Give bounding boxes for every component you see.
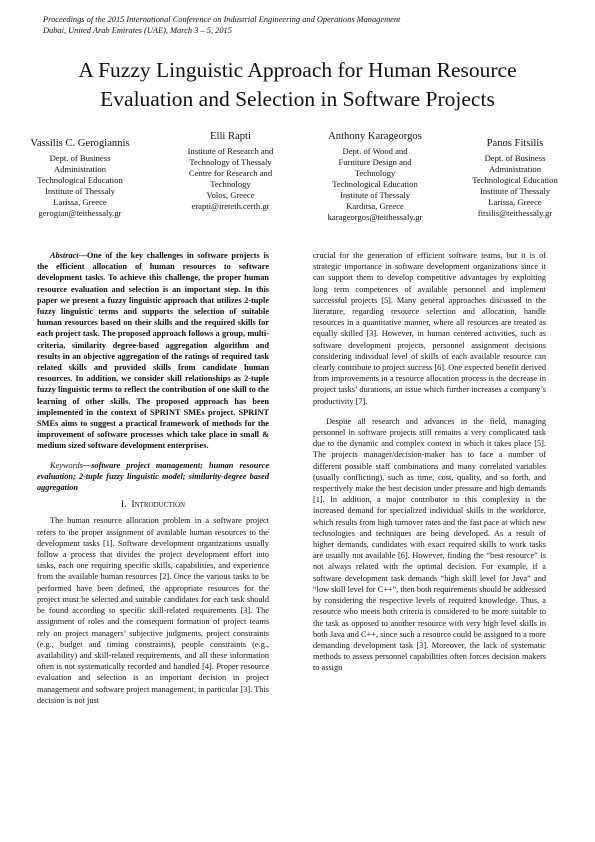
abstract: [37, 250, 269, 452]
author-email: gerogian@teithessaly.gr: [38, 208, 122, 218]
author-location: Karditsa, Greece: [346, 201, 404, 211]
author-affiliation-line: Institute of Research and: [187, 146, 274, 156]
author-affiliation-line: Dept. of Business: [49, 153, 111, 163]
keywords-label: Keywords: [50, 460, 83, 470]
section-title: Introduction: [131, 499, 186, 511]
author-block-3: [305, 130, 445, 223]
conference-header: [43, 14, 543, 36]
author-affiliation-line: Administration: [53, 164, 107, 174]
author-location: Larissa, Greece: [53, 197, 107, 207]
left-column: [37, 250, 269, 706]
author-affiliation-line: Furniture Design and: [338, 157, 412, 167]
intro-paragraph-2: Despite all research and advances in the field, managing personnel in software projects still remains a very complicated task due to the dynamic and complex context in which it takes place [5]. The projects manager/decision-maker has to face a number of different possible staff combinations and many correlated variables (usually conflicting), such as time, cost, quality, and so forth, and respectively make the best decision under pressure and high demands [1]. In addition, a major contributor to this complexity is the increased demand for specialized individual skills in the workforce, which results from high turnover rates and the fast pace at which new technologies and techniques are being developed. As a result of higher demands, candidates with exact required skills to work tasks are usually not available [6]. However, finding the “best resource” is not always related with the optimal decision. For example, if a software development task demands “high skill level for Java” and “low skill level for C++”, then both requirements should be addressed by considering the respective levels of required knowledge. Thus, a resource who meets both criteria is considered to be more suitable to the task as opposed to another resource with very high level skills in both Java and C++, since such a resource could be assigned to a more demanding development task [3]. Moreover, the lack of systematic methods to assess personnel capabilities often forces decision makers to assign: [313, 416, 546, 673]
author-block-1: [15, 137, 145, 219]
author-name: Panos Fitsilis: [486, 138, 544, 149]
intro-paragraph-continued: crucial for the generation of efficient software teams, but it is of strategic importance in software development organizations since it can support them to develop competitive advantages by exploiting long term competences of available personnel and implement successful projects [5]. Many general approaches discussed in the literature, regarding resource selection and allocation, handle resources in a quantitative manner, where all resources are treated as equally skilled [3]. However, in human centered activities, such as software development projects, personnel assignment decisions considering individual level of skills of each available resource can clearly contribute to project success [6]. One expected benefit derived from improvements in a resource allocation process is the decrease in project tasks’ durations, an issue which further increases a company’s productivity [7].: [313, 251, 546, 406]
author-affiliation-line: Administration: [488, 164, 542, 174]
author-location: Volos, Greece: [206, 190, 255, 200]
intro-paragraph-1: The human resource allocation problem in a software project refers to the proper assignment of available human resources to the development tasks [1]. Software development organizations usually follow a process that divides the project development effort into tasks, each one requiring specific skills, capabilities, and experience from the available human resources [2]. Once the various tasks to be performed have been defined, the appropriate resources for the project must be selected and suitable candidates for each task should be found according to specific skill-related requirements [3]. The assignment of roles and the consequent formation of project teams rely on project managers’ subjective judgments, project constraints (e.g., budget and timing constraints), people constraints (e.g., availability) and skill-related requirements, and all these information often is not systematically recorded and handled [4]. Proper resource evaluation and selection is an important decision in project management and software project management, in particular [3]. This decision is not just: [37, 516, 269, 705]
author-location: Larissa, Greece: [488, 197, 542, 207]
author-affiliation-line: Technological Education: [37, 175, 123, 185]
author-name: Vassilis C. Gerogiannis: [30, 138, 130, 149]
author-affiliation-line: Technological Education: [472, 175, 558, 185]
author-name: Elli Rapti: [210, 131, 251, 142]
author-block-2: [163, 130, 298, 212]
section-heading-introduction: [37, 499, 269, 510]
title-line-1: A Fuzzy Linguistic Approach for Human Resource: [78, 58, 517, 82]
paper-title: [20, 56, 575, 114]
abstract-label: Abstract: [50, 251, 79, 260]
conference-line-1: Proceedings of the 2015 International Conference on Industrial Engineering and Operations Management: [43, 15, 401, 24]
title-line-2: Evaluation and Selection in Software Projects: [100, 87, 495, 111]
author-affiliation-line: Technology of Thessaly: [189, 157, 272, 167]
conference-line-2: Dubai, United Arab Emirates (UAE), March 3 – 5, 2015: [43, 26, 232, 35]
author-affiliation-line: Centre for Research and: [188, 168, 273, 178]
author-affiliation-line: Institute of Thessaly: [479, 186, 550, 196]
author-email: erapti@ireteth.certh.gr: [191, 201, 270, 211]
author-affiliation-line: Technology: [210, 179, 251, 189]
author-email: karageorgos@teithessaly.gr: [327, 212, 423, 222]
author-affiliation-line: Dept. of Wood and: [342, 146, 408, 156]
author-affiliation-line: Institute of Thessaly: [339, 190, 410, 200]
keywords: [37, 460, 269, 494]
author-affiliation-line: Institute of Thessaly: [44, 186, 115, 196]
author-affiliation-line: Technological Education: [332, 179, 418, 189]
section-number: I.: [120, 499, 127, 511]
author-block-4: [450, 137, 580, 219]
author-affiliation-line: Dept. of Business: [484, 153, 546, 163]
author-affiliation-line: Technology: [354, 168, 396, 178]
right-column: [313, 250, 546, 674]
author-email: fitsilis@teithessaly.gr: [477, 208, 553, 218]
keywords-text: —software project management; human resource evaluation; 2-tuple fuzzy linguistic model; similarity-degree based aggregation: [37, 460, 269, 493]
author-name: Anthony Karageorgos: [328, 131, 422, 142]
abstract-text: —One of the key challenges in software projects is the efficient allocation of human resources to software development tasks. To achieve this challenge, the proper human resource evaluation and selection is an important step. In this paper we present a fuzzy linguistic approach that utilizes 2-tuple fuzzy linguistic terms and supports the selection of suitable human resources based on their skills and the required skills for each project task. The proposed approach follows a group, multi-criteria, similarity degree-based aggregation algorithm and results in an objective aggregation of the ratings of required task related skills and provided skills from candidate human resources. In addition, we consider skill relationships as 2-tuple fuzzy linguistic terms to reflect the contribution of one skill to the learning of other skills. The proposed approach has been implemented in the context of SPRINT SMEs project. SPRINT SMEs aims to suggest a practical framework of methods for the improvement of software processes which take place in small & medium sized software development enterprises.: [37, 251, 269, 451]
